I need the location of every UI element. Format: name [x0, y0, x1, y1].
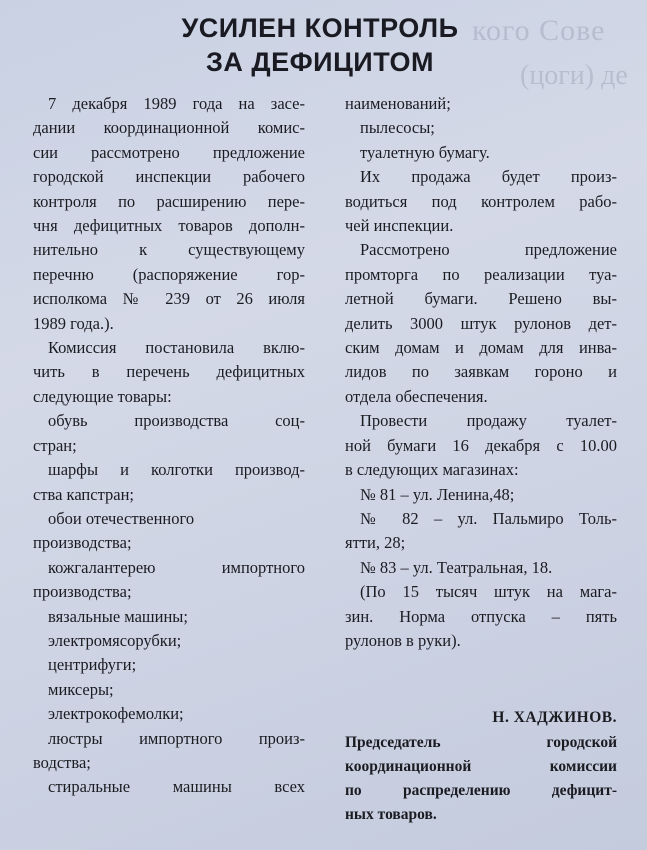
text-line: делить 3000 штук рулонов дет- — [345, 313, 617, 333]
article-column-right — [345, 92, 617, 653]
signature-title — [345, 731, 617, 827]
text-line: № 82 – ул. Пальмиро Толь- — [360, 508, 617, 528]
text-line: № 83 – ул. Театральная, 18. — [360, 557, 553, 577]
text-line: стиральные машины всех — [48, 777, 305, 797]
text-line: перечню (распоряжение гор- — [33, 264, 305, 284]
signature-line: по распределению дефицит- — [345, 782, 617, 799]
text-line: шарфы и колготки производ- — [48, 460, 305, 480]
text-line: кожгалантерею импортного — [48, 557, 305, 577]
signature-line: ных товаров. — [345, 806, 437, 823]
headline-line-2: ЗА ДЕФИЦИТОМ — [205, 47, 435, 77]
text-line: чей инспекции. — [345, 216, 454, 236]
text-line: ства капстран; — [33, 484, 134, 504]
text-line: ной бумаги 16 декабря с 10.00 — [345, 435, 617, 455]
text-line: стран; — [33, 435, 77, 455]
text-line: зин. Норма отпуска – пять — [345, 606, 617, 626]
text-line: центрифуги; — [48, 655, 137, 675]
text-line: в следующих магазинах: — [345, 460, 519, 480]
text-line: вязальные машины; — [48, 606, 188, 626]
text-line: лидов по заявкам гороно и — [345, 362, 617, 382]
text-line: рулонов в руки). — [345, 630, 461, 650]
text-line: водиться под контролем рабо- — [345, 191, 617, 211]
signature-line: Председатель городской — [345, 734, 617, 751]
text-line: электромясорубки; — [48, 630, 182, 650]
text-line: Рассмотрено предложение — [360, 240, 617, 260]
text-line: городской инспекции рабочего — [33, 167, 305, 187]
text-line: (По 15 тысяч штук на мага- — [360, 582, 617, 602]
text-line: нительно к существующему — [33, 240, 305, 260]
signature-name: Н. ХАДЖИНОВ. — [492, 709, 617, 726]
text-line: водства; — [33, 752, 91, 772]
text-line: исполкома № 239 от 26 июля — [33, 289, 305, 309]
text-line: 1989 года.). — [33, 313, 114, 333]
text-line: сии рассмотрено предложение — [33, 142, 305, 162]
text-line: отдела обеспечения. — [345, 386, 488, 406]
text-line: Провести продажу туалет- — [360, 411, 617, 431]
text-line: летной бумаги. Решено вы- — [345, 289, 617, 309]
text-line: Их продажа будет произ- — [360, 167, 617, 187]
text-line: люстры импортного произ- — [48, 728, 305, 748]
text-line: миксеры; — [48, 679, 114, 699]
text-line: № 81 – ул. Ленина,48; — [360, 484, 515, 504]
text-line: электрокофемолки; — [48, 704, 184, 724]
text-line: ятти, 28; — [345, 533, 406, 553]
signature-line: координационной комиссии — [345, 758, 617, 775]
bleed-through-text: (цоги) де — [520, 60, 628, 91]
text-line: обои отечественного — [48, 508, 195, 528]
text-line: 7 декабря 1989 года на засе- — [48, 94, 305, 113]
text-line: наименований; — [345, 94, 451, 113]
text-line: пылесосы; — [360, 118, 435, 138]
headline-line-1: УСИЛЕН КОНТРОЛЬ — [181, 13, 459, 43]
text-line: ским домам и домам для инва- — [345, 338, 617, 358]
text-line: следующие товары: — [33, 386, 172, 406]
text-line: производства; — [33, 582, 132, 602]
text-line: туалетную бумагу. — [360, 142, 490, 162]
text-line: чня дефицитных товаров дополн- — [33, 216, 305, 236]
text-line: промторга по реализации туа- — [345, 264, 617, 284]
text-line: контроля по расширению пере- — [33, 191, 305, 211]
text-line: чить в перечень дефицитных — [33, 362, 305, 382]
text-line: дании координационной комис- — [33, 118, 305, 138]
text-line: обувь производства соц- — [48, 411, 305, 431]
article-column-left — [33, 92, 305, 800]
text-line: Комиссия постановила вклю- — [48, 338, 305, 358]
bleed-through-text: кого Сове — [472, 14, 606, 47]
text-line: производства; — [33, 533, 132, 553]
